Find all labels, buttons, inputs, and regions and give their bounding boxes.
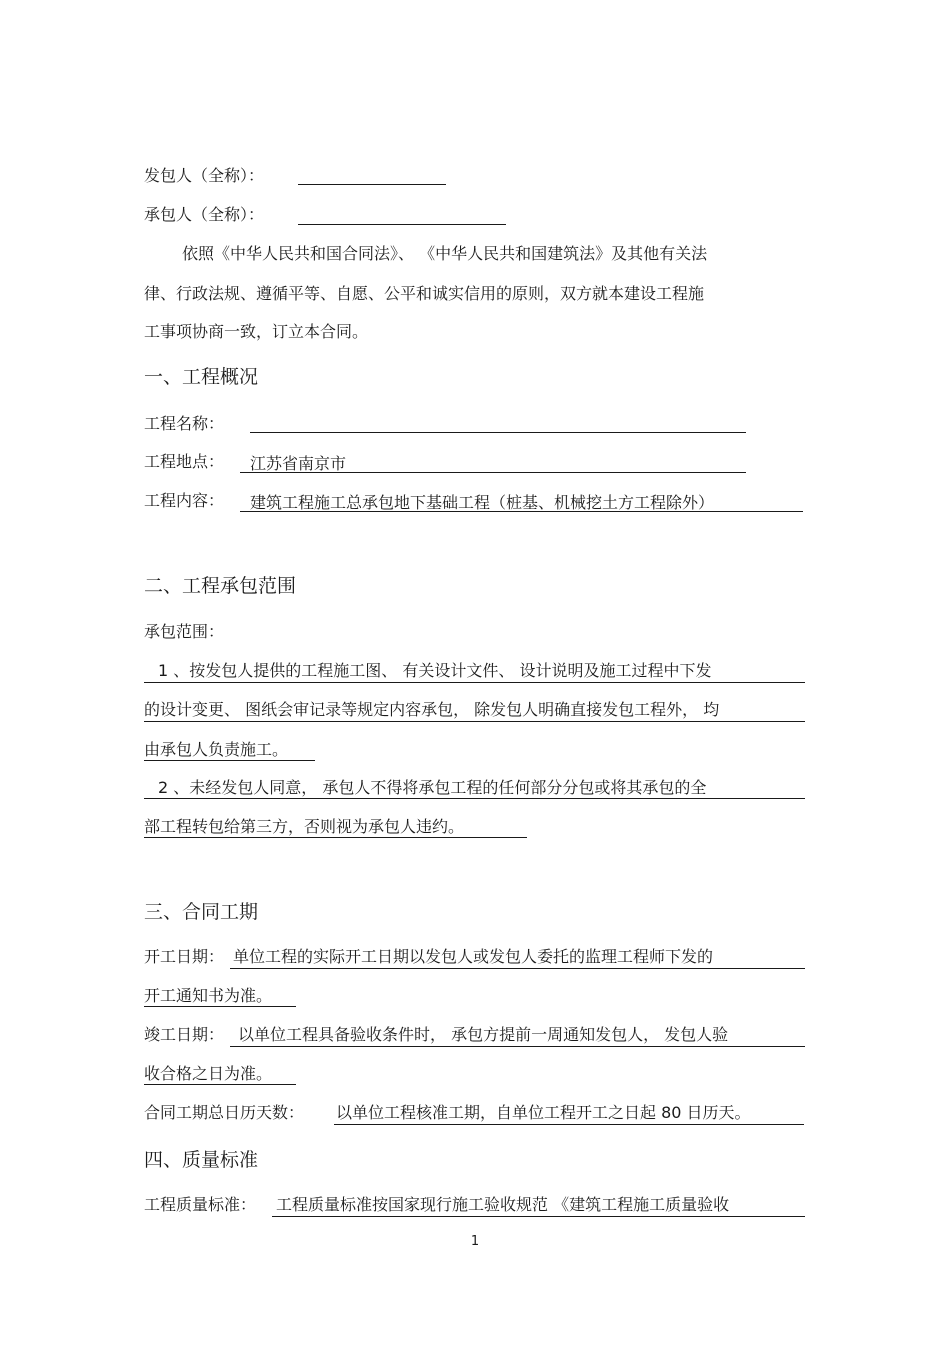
scope-item-1-line-3-underline [144,760,315,761]
employer-blank [298,184,446,185]
end-date-line-1-underline [230,1046,805,1047]
preamble-line-2: 律、行政法规、遵循平等、自愿、公平和诚实信用的原则，双方就本建设工程施 [144,284,705,303]
start-date-label: 开工日期： [144,947,225,966]
scope-label: 承包范围： [144,622,225,641]
scope-item-1-line-3: 由承包人负责施工。 [144,740,289,759]
scope-item-1-line-2: 的设计变更、 图纸会审记录等规定内容承包， 除发包人明确直接发包工程外， 均 [144,700,720,719]
end-date-line-1: 以单位工程具备验收条件时， 承包方提前一周通知发包人， 发包人验 [238,1025,729,1044]
end-date-line-2-underline [144,1084,296,1085]
total-duration-label: 合同工期总日历天数： [144,1103,305,1122]
contractor-blank [298,224,506,225]
project-location-value: 江苏省南京市 [250,454,347,473]
preamble-line-1: 依照《中华人民共和国合同法》、 《中华人民共和国建筑法》及其他有关法 [182,244,708,263]
scope-item-2-line-2-underline [144,837,527,838]
project-content-value: 建筑工程施工总承包地下基础工程（桩基、机械挖土方工程除外） [250,493,715,512]
section-2-title: 二、工程承包范围 [144,575,297,597]
total-duration-underline [334,1124,804,1125]
scope-item-1-line-2-underline [144,721,805,722]
start-date-line-2-underline [144,1006,296,1007]
end-date-line-2: 收合格之日为准。 [144,1064,273,1083]
project-name-label: 工程名称： [144,414,225,433]
scope-item-2-line-1-underline [144,798,805,799]
scope-item-2-line-1: 2 、未经发包人同意， 承包人不得将承包工程的任何部分分包或将其承包的全 [158,778,707,797]
section-3-title: 三、合同工期 [144,901,259,923]
project-content-label: 工程内容： [144,491,225,510]
quality-standard-label: 工程质量标准： [144,1195,257,1214]
project-location-label: 工程地点： [144,452,225,471]
scope-item-1-line-1: 1 、按发包人提供的工程施工图、 有关设计文件、 设计说明及施工过程中下发 [158,661,712,680]
section-1-title: 一、工程概况 [144,366,259,388]
preamble-line-3: 工事项协商一致，订立本合同。 [144,322,369,341]
total-duration-value: 以单位工程核准工期，自单位工程开工之日起 80 日历天。 [336,1103,751,1122]
scope-item-1-line-1-underline [144,682,805,683]
page-number: 1 [470,1234,480,1249]
start-date-line-1: 单位工程的实际开工日期以发包人或发包人委托的监理工程师下发的 [233,947,714,966]
project-name-blank [250,432,746,433]
start-date-line-1-underline [230,968,805,969]
quality-standard-value: 工程质量标准按国家现行施工验收规范 《建筑工程施工质量验收 [276,1195,730,1214]
section-4-title: 四、质量标准 [144,1149,259,1171]
quality-standard-underline [272,1216,805,1217]
scope-item-2-line-2: 部工程转包给第三方，否则视为承包人违约。 [144,817,465,836]
employer-label: 发包人（全称）： [144,166,265,185]
contractor-label: 承包人（全称）： [144,205,265,224]
start-date-line-2: 开工通知书为准。 [144,986,273,1005]
end-date-label: 竣工日期： [144,1025,225,1044]
